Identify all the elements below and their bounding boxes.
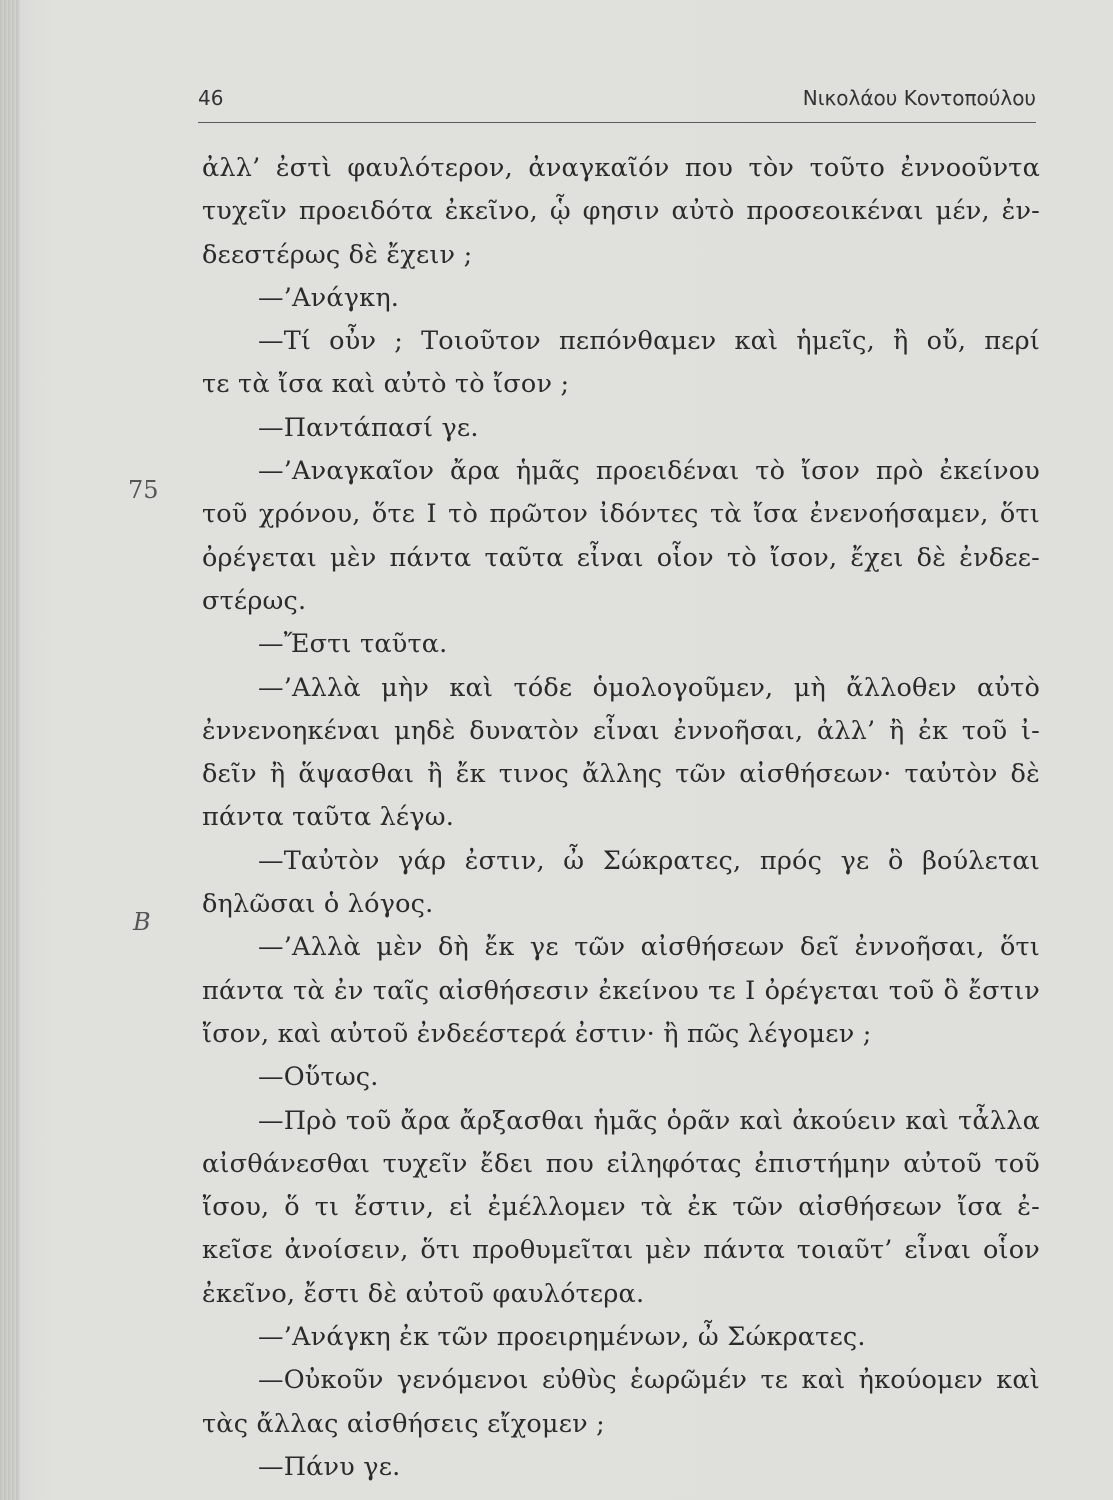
text-line: δεῖν ἢ ἅψασθαι ἢ ἔκ τινος ἄλλης τῶν αἰσθήσεων· ταὐτὸν δὲ: [202, 759, 1040, 790]
text-line: δηλῶσαι ὁ λόγος.: [202, 889, 434, 920]
text-line: —’Αλλὰ μὴν καὶ τόδε ὁμολογοῦμεν, μὴ ἄλλοθεν αὐτὸ: [258, 672, 1040, 703]
text-line: ὀρέγεται μὲν πάντα ταῦτα εἶναι οἷον τὸ ἴσον, ἔχει δὲ ἐνδεε-: [202, 542, 1040, 573]
text-line: —Οὕτως.: [258, 1062, 379, 1093]
text-line: στέρως.: [202, 585, 307, 616]
text-line: ἐκεῖνο, ἔστι δὲ αὐτοῦ φαυλότερα.: [202, 1278, 645, 1309]
text-line: πάντα ταῦτα λέγω.: [202, 802, 455, 833]
text-line: —’Αναγκαῖον ἄρα ἡμᾶς προειδέναι τὸ ἴσον πρὸ ἐκείνου: [258, 456, 1040, 487]
text-line: ἐννενοηκέναι μηδὲ δυνατὸν εἶναι ἐννοῆσαι, ἀλλ’ ἢ ἐκ τοῦ ἰ-: [202, 715, 1040, 746]
text-line: —’Ανάγκη.: [258, 282, 400, 313]
text-line: τὰς ἄλλας αἰσθήσεις εἴχομεν ;: [202, 1408, 605, 1439]
text-line: δεεστέρως δὲ ἔχειν ;: [202, 239, 473, 270]
running-head: Νικολάου Κοντοπούλου: [802, 86, 1036, 110]
text-line: κεῖσε ἀνοίσειν, ὅτι προθυμεῖται μὲν πάντα τοιαῦτ’ εἶναι οἷον: [202, 1235, 1040, 1266]
page-edge: [0, 0, 20, 1500]
text-line: αἰσθάνεσθαι τυχεῖν ἔδει που εἰληφότας ἐπιστήμην αὐτοῦ τοῦ: [202, 1148, 1040, 1179]
text-line: —’Ανάγκη ἐκ τῶν προειρημένων, ὦ Σώκρατες.: [258, 1322, 866, 1353]
text-line: πάντα τὰ ἐν ταῖς αἰσθήσεσιν ἐκείνου τε Ι ὀρέγεται τοῦ ὃ ἔστιν: [202, 975, 1040, 1006]
margin-reference-b: B: [133, 908, 151, 936]
text-line: ἀλλ’ ἐστὶ φαυλότερον, ἀναγκαῖόν που τὸν τοῦτο ἐννοοῦντα: [202, 153, 1040, 183]
text-line: —Τί οὖν ; Τοιοῦτον πεπόνθαμεν καὶ ἡμεῖς, ἢ οὔ, περί: [258, 326, 1040, 357]
text-line: —Παντάπασί γε.: [258, 412, 479, 443]
text-line: —Πάνυ γε.: [258, 1451, 401, 1482]
text-line: ἴσου, ὅ τι ἔστιν, εἰ ἐμέλλομεν τὰ ἐκ τῶν αἰσθήσεων ἴσα ἐ-: [202, 1192, 1040, 1223]
text-line: —Ταὐτὸν γάρ ἐστιν, ὦ Σώκρατες, πρός γε ὃ βούλεται: [258, 845, 1040, 876]
text-line: —Πρὸ τοῦ ἄρα ἄρξασθαι ἡμᾶς ὁρᾶν καὶ ἀκούειν καὶ τἆλλα: [258, 1105, 1040, 1136]
text-line: τυχεῖν προειδότα ἐκεῖνο, ᾧ φησιν αὐτὸ προσεοικέναι μέν, ἐν-: [202, 196, 1040, 227]
margin-reference-75: 75: [128, 476, 159, 504]
body-text: [202, 147, 1040, 1489]
text-line: τοῦ χρόνου, ὅτε Ι τὸ πρῶτον ἰδόντες τὰ ἴσα ἐνενοήσαμεν, ὅτι: [202, 499, 1040, 530]
text-line: —’Αλλὰ μὲν δὴ ἔκ γε τῶν αἰσθήσεων δεῖ ἐννοῆσαι, ὅτι: [258, 932, 1040, 963]
text-line: —Ἔστι ταῦτα.: [258, 629, 448, 660]
text-line: —Οὐκοῦν γενόμενοι εὐθὺς ἑωρῶμέν τε καὶ ἠκούομεν καὶ: [258, 1365, 1040, 1396]
text-line: ἴσον, καὶ αὐτοῦ ἐνδεέστερά ἐστιν· ἢ πῶς λέγομεν ;: [202, 1018, 872, 1049]
page-header: [198, 82, 1036, 123]
text-line: τε τὰ ἴσα καὶ αὐτὸ τὸ ἴσον ;: [202, 369, 570, 400]
page-number: 46: [198, 86, 224, 110]
